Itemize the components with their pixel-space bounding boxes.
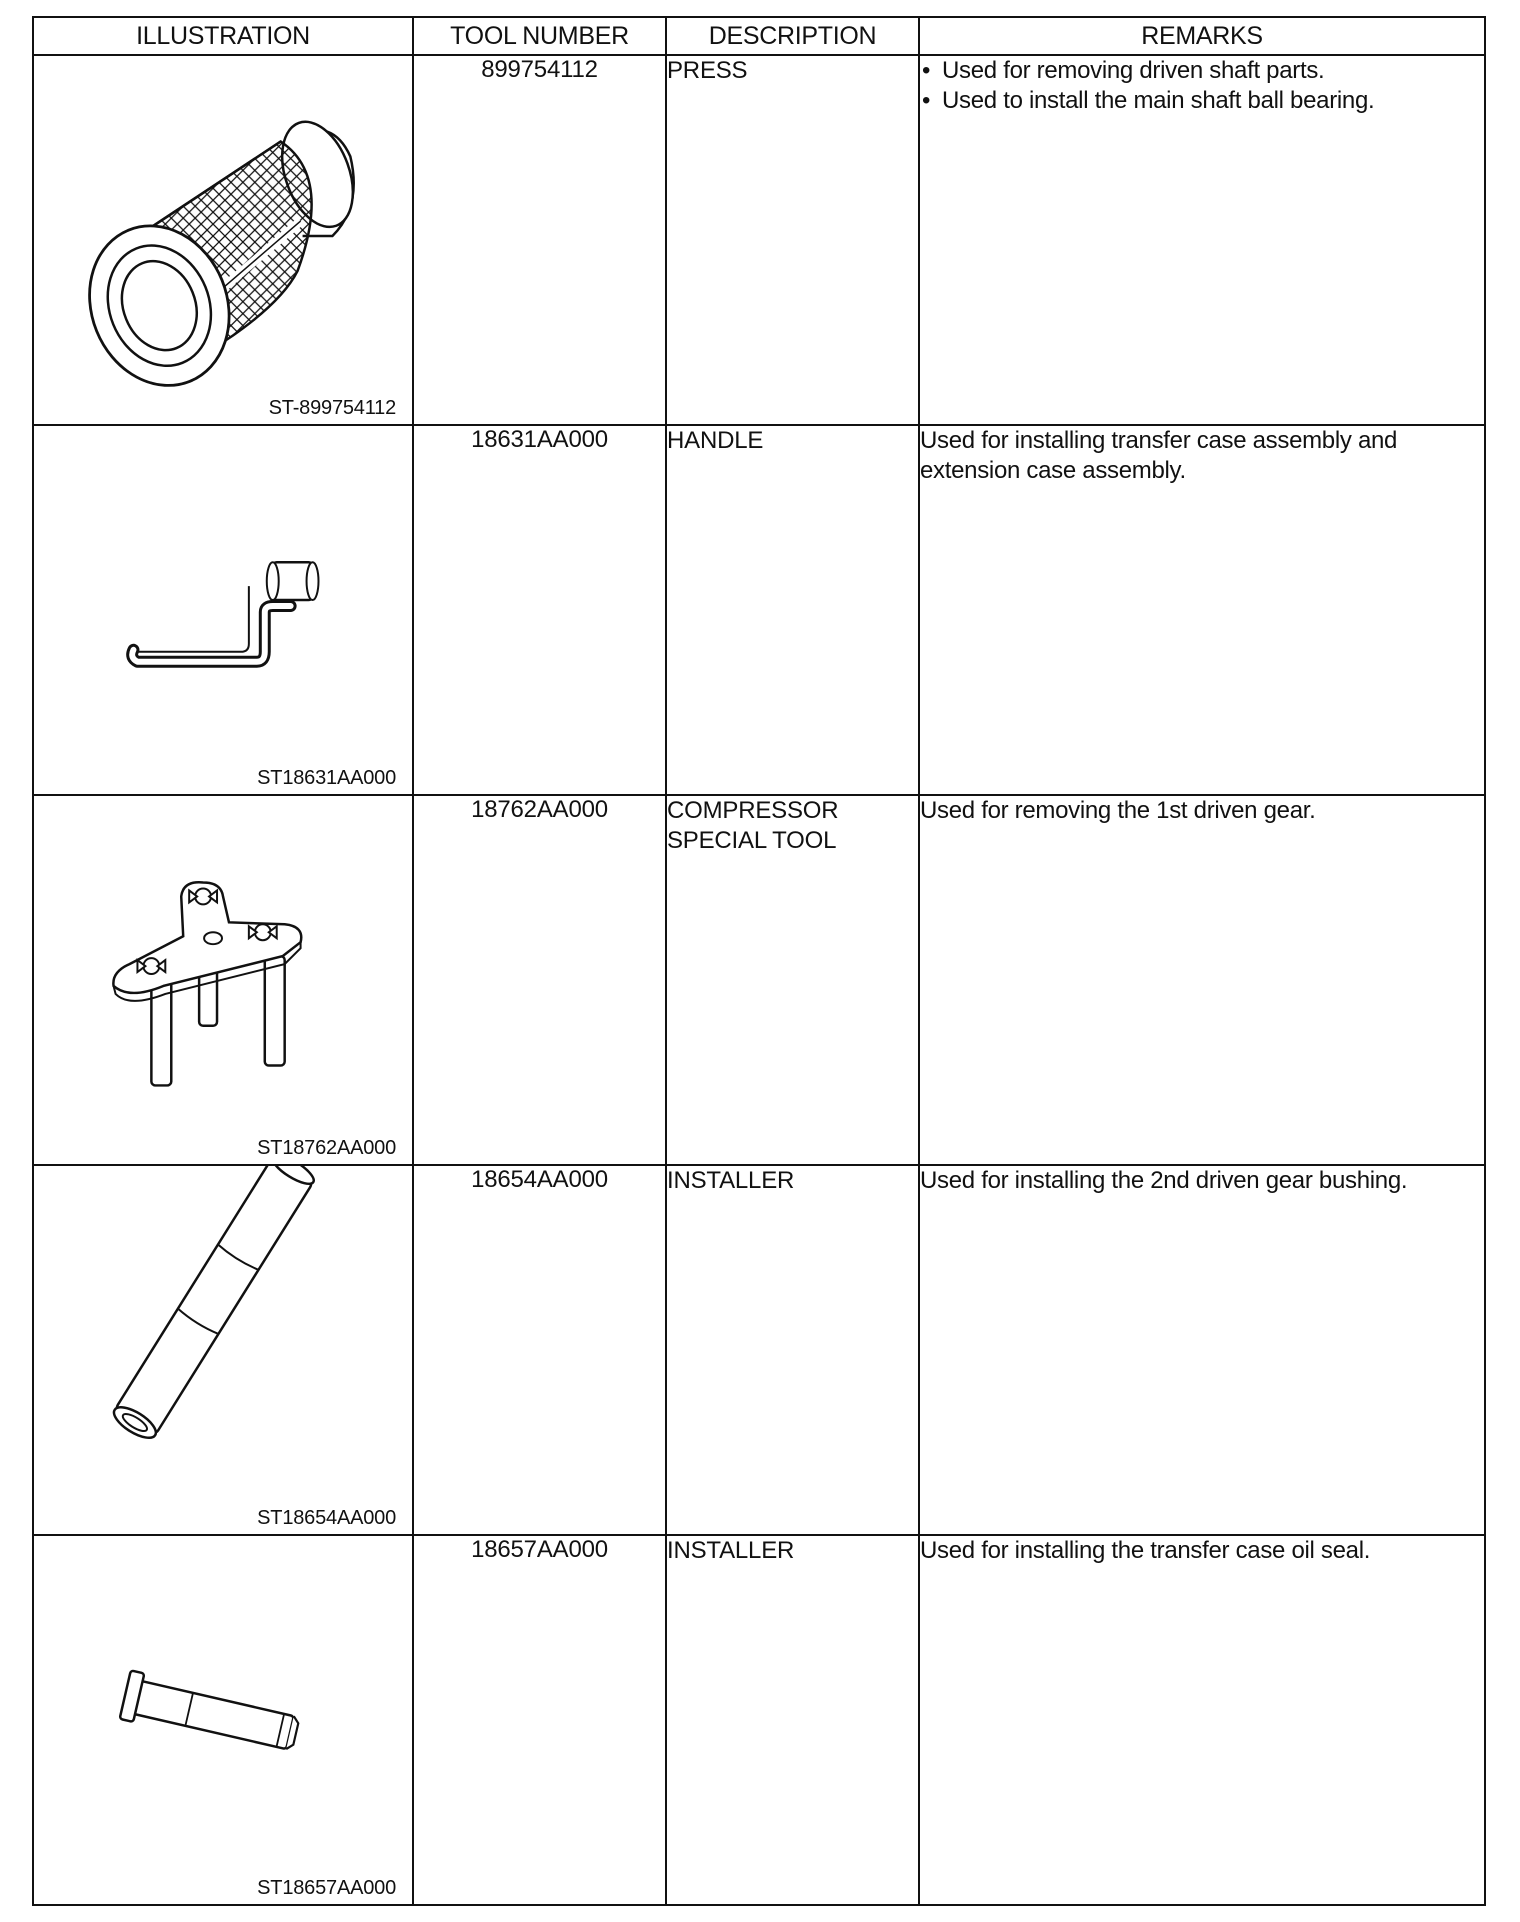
st-code-label: ST18762AA000: [257, 1137, 396, 1159]
illustration-cell: [33, 1165, 413, 1535]
st-code-label: ST-899754112: [268, 397, 396, 419]
tool-number-cell: 18762AA000: [413, 795, 666, 1165]
tool-number-cell: 18654AA000: [413, 1165, 666, 1535]
st-code-label: ST18657AA000: [257, 1877, 396, 1899]
description-cell: [666, 795, 919, 1165]
description-cell: [666, 1535, 919, 1905]
table-row: [33, 425, 1485, 795]
header-remarks: REMARKS: [919, 17, 1485, 55]
tool-number-cell: 899754112: [413, 55, 666, 425]
installer-seal-icon: [34, 1536, 412, 1904]
table-header-row: [33, 17, 1485, 55]
header-description: DESCRIPTION: [666, 17, 919, 55]
press-icon: [34, 56, 412, 424]
header-tool-number: TOOL NUMBER: [413, 17, 666, 55]
illustration-cell: [33, 425, 413, 795]
special-tools-table: [32, 16, 1486, 1906]
table-row: [33, 55, 1485, 425]
description-cell: [666, 1165, 919, 1535]
description-cell: [666, 425, 919, 795]
description-line: INSTALLER: [667, 1537, 795, 1564]
st-code-label: ST18654AA000: [257, 1507, 396, 1529]
table-row: [33, 795, 1485, 1165]
description-line: PRESS: [667, 57, 748, 84]
remarks-cell: [919, 795, 1485, 1165]
compressor-icon: [34, 796, 412, 1164]
remarks-text: Used for installing transfer case assembly and extension case assembly.: [920, 427, 1398, 484]
table-row: [33, 1165, 1485, 1535]
remarks-item: • Used for removing driven shaft parts.: [922, 57, 1325, 84]
illustration-cell: [33, 1535, 413, 1905]
remarks-cell: [919, 55, 1485, 425]
installer-tube-icon: [34, 1166, 412, 1534]
description-line: SPECIAL TOOL: [667, 827, 837, 854]
illustration-cell: [33, 55, 413, 425]
description-line: COMPRESSOR: [667, 797, 839, 824]
header-illustration: ILLUSTRATION: [33, 17, 413, 55]
tool-number-cell: 18631AA000: [413, 425, 666, 795]
handle-icon: [34, 426, 412, 794]
remarks-cell: [919, 425, 1485, 795]
remarks-cell: [919, 1535, 1485, 1905]
description-line: INSTALLER: [667, 1167, 795, 1194]
description-line: HANDLE: [667, 427, 764, 454]
st-code-label: ST18631AA000: [257, 767, 396, 789]
remarks-text: Used for installing the 2nd driven gear bushing.: [920, 1167, 1408, 1194]
tool-number-cell: 18657AA000: [413, 1535, 666, 1905]
description-cell: [666, 55, 919, 425]
remarks-list: [920, 56, 1484, 116]
remarks-item: • Used to install the main shaft ball bearing.: [922, 87, 1375, 114]
remarks-cell: [919, 1165, 1485, 1535]
table-row: [33, 1535, 1485, 1905]
remarks-text: Used for removing the 1st driven gear.: [920, 797, 1316, 824]
illustration-cell: [33, 795, 413, 1165]
remarks-text: Used for installing the transfer case oil seal.: [920, 1537, 1371, 1564]
